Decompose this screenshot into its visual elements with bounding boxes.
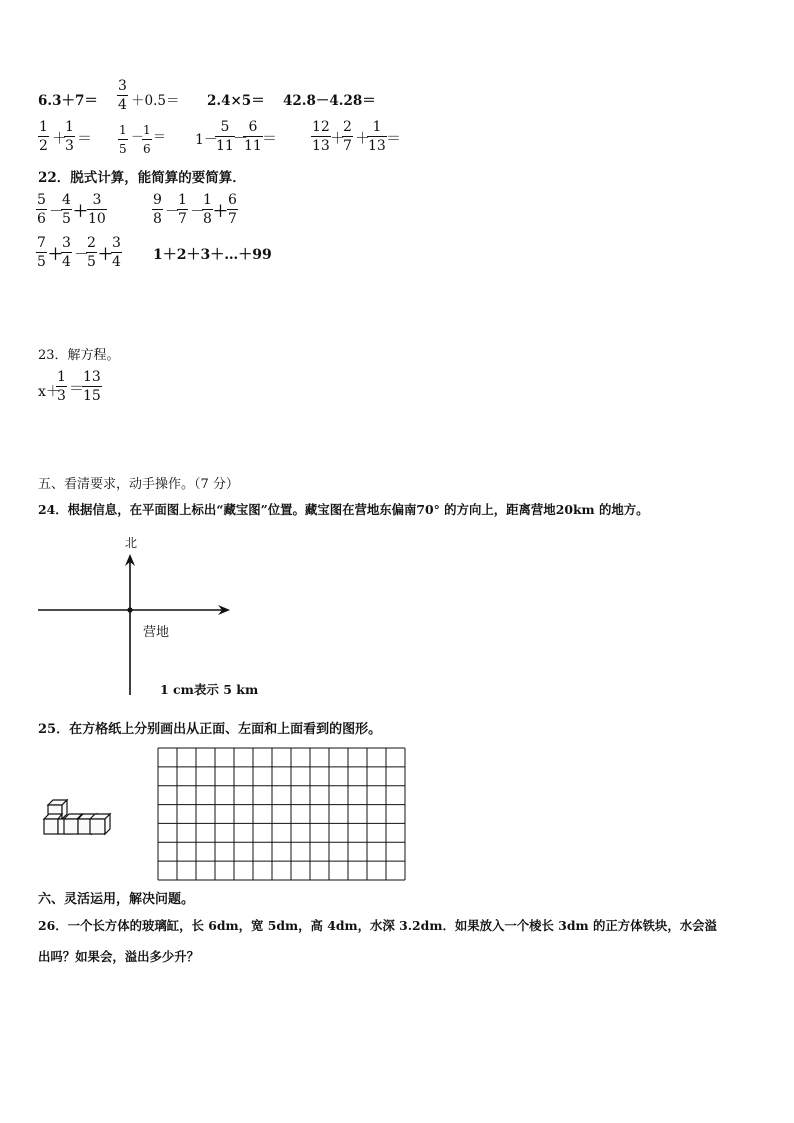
square-grid-paper[interactable] bbox=[157, 747, 406, 881]
fraction: 1 3 bbox=[65, 119, 74, 154]
section-6-heading: 六、灵活运用，解决问题。 bbox=[38, 892, 195, 907]
cube-figure bbox=[40, 799, 120, 839]
operator: － bbox=[49, 202, 65, 220]
camp-label: 营地 bbox=[143, 625, 170, 640]
operator: ＝ bbox=[386, 129, 402, 147]
operator: ＋ bbox=[213, 202, 229, 220]
fraction: 1 13 bbox=[368, 119, 386, 154]
question-26-line-2: 出吗？如果会，溢出多少升？ bbox=[38, 949, 200, 964]
fraction: 3 4 bbox=[62, 235, 71, 270]
fraction: 3 10 bbox=[88, 192, 106, 227]
expr-2-4-times-5: 2.4×5＝ bbox=[207, 93, 265, 109]
question-25-title: 25．在方格纸上分别画出从正面、左面和上面看到的图形。 bbox=[38, 722, 382, 737]
fraction: 5 11 bbox=[216, 119, 234, 154]
fraction: 2 5 bbox=[87, 235, 96, 270]
question-22-title: 22．脱式计算，能简算的要简算． bbox=[38, 170, 246, 186]
operator: ＋ bbox=[52, 129, 68, 147]
fraction: 1 7 bbox=[178, 192, 187, 227]
equation-prefix: x＋ bbox=[38, 384, 60, 400]
operator: ＋ bbox=[73, 202, 89, 220]
fraction: 7 5 bbox=[37, 235, 46, 270]
fraction: 6 7 bbox=[228, 192, 237, 227]
fraction: 4 5 bbox=[62, 192, 71, 227]
north-label: 北 bbox=[125, 536, 138, 550]
fraction: 9 8 bbox=[153, 192, 162, 227]
fraction: 12 13 bbox=[312, 119, 330, 154]
operator: ＋ bbox=[355, 129, 371, 147]
fraction: 13 15 bbox=[83, 369, 101, 404]
question-23-title: 23．解方程。 bbox=[38, 348, 120, 363]
expr-prefix: 1－ bbox=[195, 132, 218, 148]
expr-6-3-plus-7: 6.3＋7＝ bbox=[38, 93, 98, 109]
operator: － bbox=[74, 245, 90, 263]
compass-diagram bbox=[36, 535, 236, 700]
operator: － bbox=[190, 202, 206, 220]
fraction: 1 3 bbox=[57, 369, 66, 404]
expr-sum-1-to-99: 1＋2＋3＋…＋99 bbox=[153, 247, 272, 263]
fraction: 3 4 bbox=[112, 235, 121, 270]
fraction: 6 11 bbox=[244, 119, 262, 154]
scale-label: 1 cm表示 5 km bbox=[160, 682, 259, 697]
fraction: 1 8 bbox=[203, 192, 212, 227]
fraction-3-4: 3 4 bbox=[118, 78, 127, 113]
fraction: 5 6 bbox=[37, 192, 46, 227]
operator: － bbox=[131, 130, 145, 145]
operator: － bbox=[165, 202, 181, 220]
fraction: 1 6 bbox=[143, 123, 151, 156]
operator: ＝ bbox=[77, 129, 93, 147]
operator: ＋ bbox=[330, 129, 346, 147]
fraction: 1 5 bbox=[119, 123, 127, 156]
expr-42-8-minus-4-28: 42.8－4.28＝ bbox=[283, 93, 376, 109]
operator: ＝ bbox=[153, 130, 167, 145]
question-26-line-1: 26．一个长方体的玻璃缸，长 6dm，宽 5dm，高 4dm，水深 3.2dm．如果放入一个棱长 3dm 的正方体铁块，水会溢 bbox=[38, 918, 717, 933]
fraction: 1 2 bbox=[39, 119, 48, 154]
question-24-title: 24．根据信息，在平面图上标出“藏宝图”位置。藏宝图在营地东偏南70° 的方向上，距离营地20km 的地方。 bbox=[38, 502, 649, 517]
operator: ＝ bbox=[69, 379, 85, 397]
operator: ＋ bbox=[48, 245, 64, 263]
section-5-heading: 五、看清要求，动手操作。（7 分） bbox=[38, 477, 239, 492]
operator: ＋ bbox=[98, 245, 114, 263]
fraction: 2 7 bbox=[343, 119, 352, 154]
operator: ＝ bbox=[262, 129, 278, 147]
operator: － bbox=[233, 129, 249, 147]
expr-plus-0-5: ＋0.5＝ bbox=[131, 93, 180, 109]
